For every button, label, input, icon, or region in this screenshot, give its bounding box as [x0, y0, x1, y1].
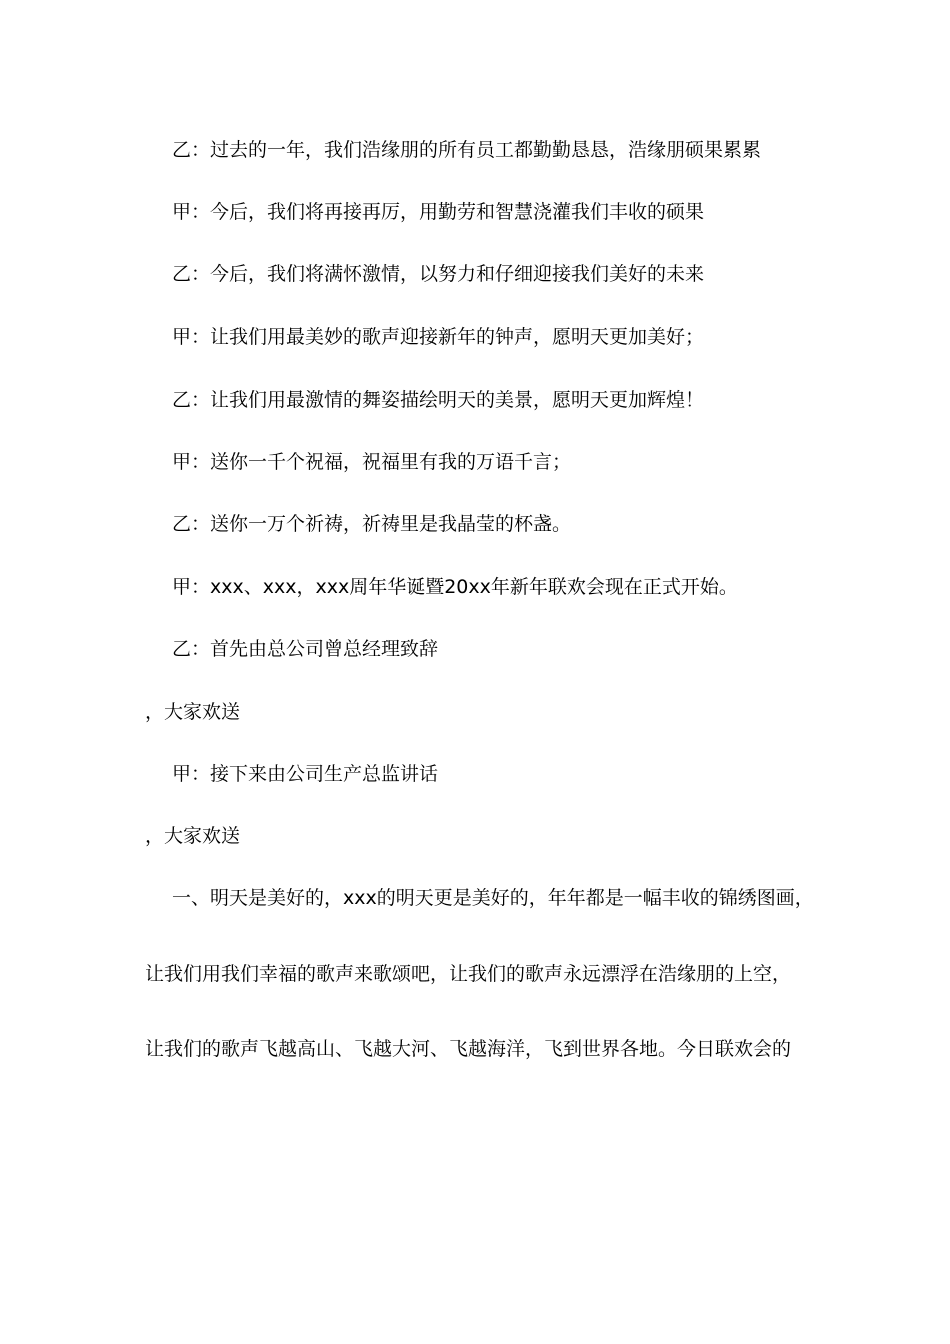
dialogue-line-8: 甲：xxx、xxx，xxx周年华诞暨20xx年新年联欢会现在正式开始。 [172, 576, 738, 598]
dialogue-line-2: 甲：今后，我们将再接再厉，用勤劳和智慧浇灌我们丰收的硕果 [172, 201, 705, 223]
dialogue-line-12: ，大家欢送 [145, 825, 241, 847]
dialogue-line-10: ，大家欢送 [145, 701, 241, 723]
dialogue-line-7: 乙：送你一万个祈祷，祈祷里是我晶莹的杯盏。 [172, 513, 572, 535]
dialogue-line-4: 甲：让我们用最美妙的歌声迎接新年的钟声，愿明天更加美好； [172, 326, 705, 348]
paragraph-line-1: 一、明天是美好的，xxx的明天更是美好的，年年都是一幅丰收的锦绣图画， [172, 887, 814, 909]
paragraph-line-2: 让我们用我们幸福的歌声来歌颂吧，让我们的歌声永远漂浮在浩缘朋的上空， [145, 963, 792, 985]
dialogue-line-3: 乙：今后，我们将满怀激情，以努力和仔细迎接我们美好的未来 [172, 263, 705, 285]
dialogue-line-5: 乙：让我们用最激情的舞姿描绘明天的美景，愿明天更加辉煌！ [172, 389, 705, 411]
dialogue-line-6: 甲：送你一千个祝福，祝福里有我的万语千言； [172, 451, 572, 473]
dialogue-line-9: 乙：首先由总公司曾总经理致辞 [172, 638, 439, 660]
paragraph-line-3: 让我们的歌声飞越高山、飞越大河、飞越海洋，飞到世界各地。今日联欢会的 [145, 1038, 792, 1060]
dialogue-line-11: 甲：接下来由公司生产总监讲话 [172, 763, 439, 785]
dialogue-line-1: 乙：过去的一年，我们浩缘朋的所有员工都勤勤恳恳，浩缘朋硕果累累 [172, 139, 762, 161]
